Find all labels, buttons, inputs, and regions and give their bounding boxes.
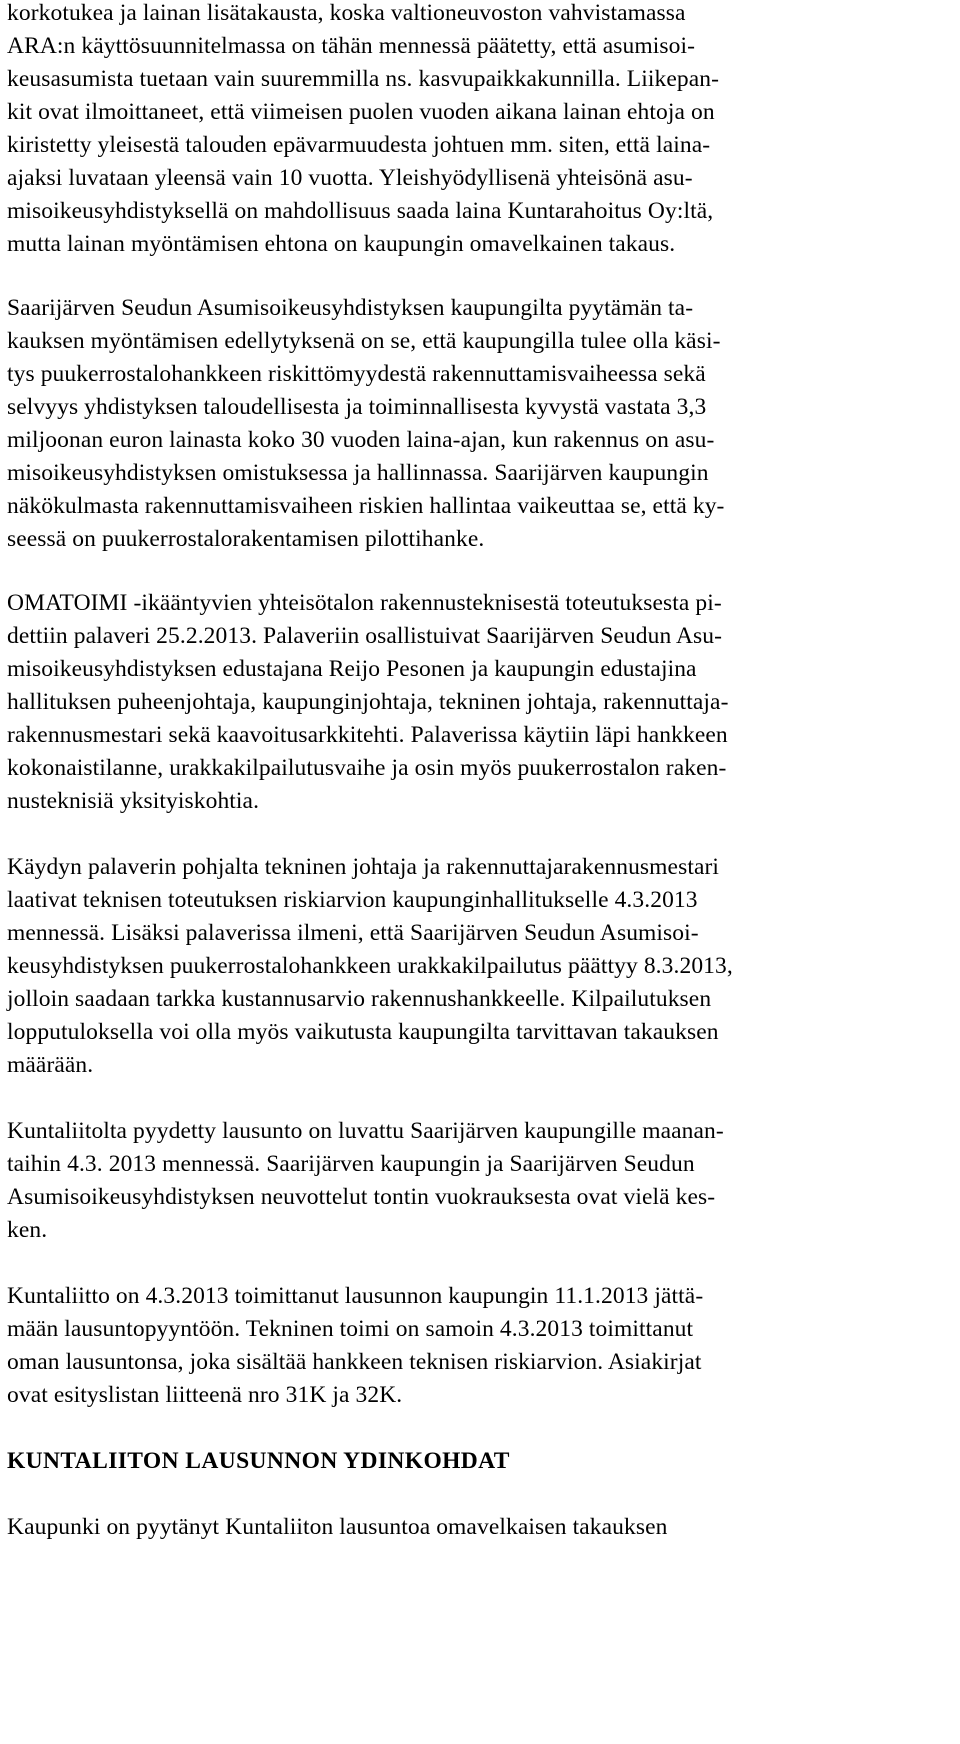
text-line: Kuntaliitto on 4.3.2013 toimittanut lausunnon kaupungin 11.1.2013 jättä- (7, 1283, 704, 1309)
text-line: Kaupunki on pyytänyt Kuntaliiton lausuntoa omavelkaisen takauksen (7, 1514, 668, 1540)
text-line: jolloin saadaan tarkka kustannusarvio rakennushankkeelle. Kilpailutuksen (7, 986, 712, 1012)
text-line: keusyhdistyksen puukerrostalohankkeen urakkakilpailutus päättyy 8.3.2013, (7, 953, 733, 979)
text-line: keusasumista tuetaan vain suuremmilla ns. kasvupaikkakunnilla. Liikepan- (7, 66, 720, 92)
text-line: seessä on puukerrostalorakentamisen pilottihanke. (7, 526, 485, 552)
text-line: ovat esityslistan liitteenä nro 31K ja 32K. (7, 1382, 403, 1408)
text-line: rakennusmestari sekä kaavoitusarkkitehti. Palaverissa käytiin läpi hankkeen (7, 722, 728, 748)
text-line: laativat teknisen toteutuksen riskiarvion kaupunginhallitukselle 4.3.2013 (7, 887, 698, 913)
text-line: oman lausuntonsa, joka sisältää hankkeen teknisen riskiarvion. Asiakirjat (7, 1349, 702, 1375)
text-line: määrään. (7, 1052, 94, 1078)
text-line: hallituksen puheenjohtaja, kaupunginjohtaja, tekninen johtaja, rakennuttaja- (7, 689, 729, 715)
text-line: ken. (7, 1217, 48, 1243)
text-line: tys puukerrostalohankkeen riskittömyydestä rakennuttamisvaiheessa sekä (7, 361, 706, 387)
text-line: miljoonan euron lainasta koko 30 vuoden laina-ajan, kun rakennus on asu- (7, 427, 715, 453)
text-line: taihin 4.3. 2013 mennessä. Saarijärven kaupungin ja Saarijärven Seudun (7, 1151, 695, 1177)
text-line: kiristetty yleisestä talouden epävarmuudesta johtuen mm. siten, että laina- (7, 132, 711, 158)
text-line: lopputuloksella voi olla myös vaikutusta kaupungilta tarvittavan takauksen (7, 1019, 719, 1045)
text-line: ARA:n käyttösuunnitelmassa on tähän mennessä päätetty, että asumisoi- (7, 33, 696, 59)
text-line: kit ovat ilmoittaneet, että viimeisen puolen vuoden aikana lainan ehtoja on (7, 99, 715, 125)
text-line: selvyys yhdistyksen taloudellisesta ja toiminnallisesta kyvystä vastata 3,3 (7, 394, 707, 420)
text-line: nusteknisiä yksityiskohtia. (7, 788, 260, 814)
text-line: Saarijärven Seudun Asumisoikeusyhdistyksen kaupungilta pyytämän ta- (7, 295, 694, 321)
text-line: ajaksi luvataan yleensä vain 10 vuotta. Yleishyödyllisenä yhteisönä asu- (7, 165, 693, 191)
text-line: dettiin palaveri 25.2.2013. Palaveriin osallistuivat Saarijärven Seudun Asu- (7, 623, 723, 649)
text-line: misoikeusyhdistyksen omistuksessa ja hallinnassa. Saarijärven kaupungin (7, 460, 709, 486)
text-line: mutta lainan myöntämisen ehtona on kaupungin omavelkainen takaus. (7, 231, 676, 257)
text-line: Käydyn palaverin pohjalta tekninen johtaja ja rakennuttajarakennusmestari (7, 854, 720, 880)
text-line: korkotukea ja lainan lisätakausta, koska valtioneuvoston vahvistamassa (7, 0, 686, 26)
text-line: kauksen myöntämisen edellytyksenä on se, että kaupungilla tulee olla käsi- (7, 328, 721, 354)
text-line: misoikeusyhdistyksellä on mahdollisuus saada laina Kuntarahoitus Oy:ltä, (7, 198, 714, 224)
text-line: OMATOIMI -ikääntyvien yhteisötalon rakennusteknisestä toteutuksesta pi- (7, 590, 722, 616)
text-line: mennessä. Lisäksi palaverissa ilmeni, että Saarijärven Seudun Asumisoi- (7, 920, 699, 946)
text-line: mään lausuntopyyntöön. Tekninen toimi on samoin 4.3.2013 toimittanut (7, 1316, 694, 1342)
text-line: näkökulmasta rakennuttamisvaiheen riskien hallintaa vaikeuttaa se, että ky- (7, 493, 725, 519)
text-line: Kuntaliitolta pyydetty lausunto on luvattu Saarijärven kaupungille maanan- (7, 1118, 724, 1144)
text-line: Asumisoikeusyhdistyksen neuvottelut tontin vuokrauksesta ovat vielä kes- (7, 1184, 716, 1210)
text-line: kokonaistilanne, urakkakilpailutusvaihe ja osin myös puukerrostalon raken- (7, 755, 727, 781)
section-heading: KUNTALIITON LAUSUNNON YDINKOHDAT (7, 1448, 510, 1474)
text-line: misoikeusyhdistyksen edustajana Reijo Pesonen ja kaupungin edustajina (7, 656, 697, 682)
